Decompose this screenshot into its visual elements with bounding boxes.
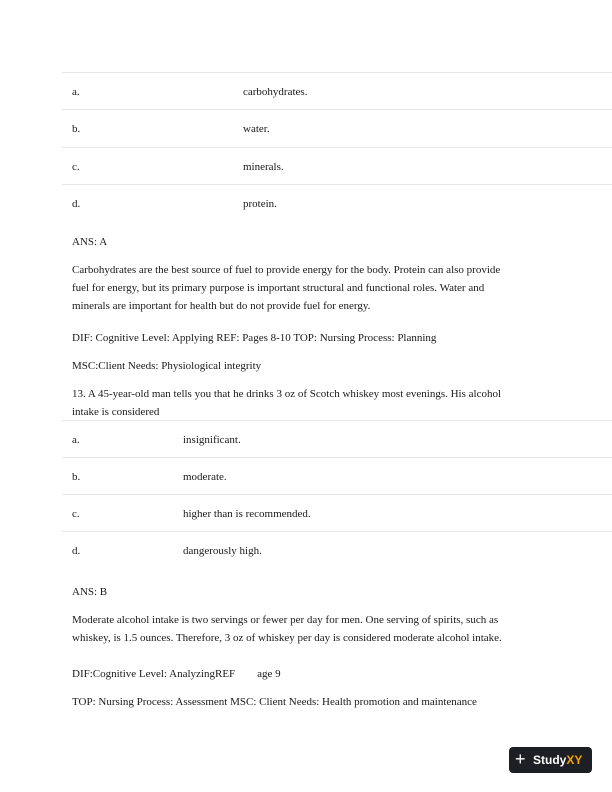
option-text: higher than is recommended. (183, 508, 311, 520)
option-letter: b. (72, 123, 81, 135)
option-letter: c. (72, 161, 80, 173)
q13-stem-line: 13. A 45-year-old man tells you that he drinks 3 oz of Scotch whiskey most evenings. His alcohol (72, 388, 502, 400)
q12-option-row (62, 109, 612, 146)
q12-rationale-line: Carbohydrates are the best source of fuel to provide energy for the body. Protein can also provide (72, 264, 501, 276)
q12-option-row (62, 72, 612, 109)
q12-answer: ANS: A (72, 236, 108, 248)
option-letter: d. (72, 198, 81, 210)
q13-stem-line: intake is considered (72, 406, 160, 418)
q13-option-row (62, 420, 612, 457)
q13-top: TOP: Nursing Process: Assessment MSC: Client Needs: Health promotion and maintenance (72, 696, 477, 708)
q13-option-row (62, 494, 612, 531)
q13-answer: ANS: B (72, 586, 108, 598)
option-text: protein. (243, 198, 277, 210)
q13-rationale-line: whiskey, is 1.5 ounces. Therefore, 3 oz of whiskey per day is considered moderate alcohol intake. (72, 632, 502, 644)
plus-icon: + (515, 749, 526, 769)
option-text: dangerously high. (183, 545, 262, 557)
option-letter: a. (72, 434, 80, 446)
option-text: water. (243, 123, 270, 135)
option-text: carbohydrates. (243, 86, 308, 98)
option-letter: d. (72, 545, 81, 557)
studyxy-logo[interactable] (509, 747, 592, 773)
q12-rationale-line: fuel for energy, but its primary purpose is important structural and functional roles. Water and (72, 282, 485, 294)
option-letter: b. (72, 471, 81, 483)
option-text: insignificant. (183, 434, 241, 446)
q12-option-row (62, 147, 612, 184)
q12-option-row (62, 184, 612, 221)
q13-option-row (62, 457, 612, 494)
option-letter: c. (72, 508, 80, 520)
option-text: moderate. (183, 471, 227, 483)
q13-rationale-line: Moderate alcohol intake is two servings or fewer per day for men. One serving of spirits, such as (72, 614, 499, 626)
q13-option-row (62, 531, 612, 568)
q12-dif: DIF: Cognitive Level: Applying REF: Pages 8-10 TOP: Nursing Process: Planning (72, 332, 437, 344)
q12-rationale-line: minerals are important for health but do not provide fuel for energy. (72, 300, 371, 312)
option-text: minerals. (243, 161, 284, 173)
option-letter: a. (72, 86, 80, 98)
logo-prefix: Study (533, 753, 567, 767)
logo-suffix: XY (566, 753, 583, 767)
q13-dif: DIF:Cognitive Level: AnalyzingREF age 9 (72, 668, 281, 680)
q12-msc: MSC:Client Needs: Physiological integrity (72, 360, 262, 372)
